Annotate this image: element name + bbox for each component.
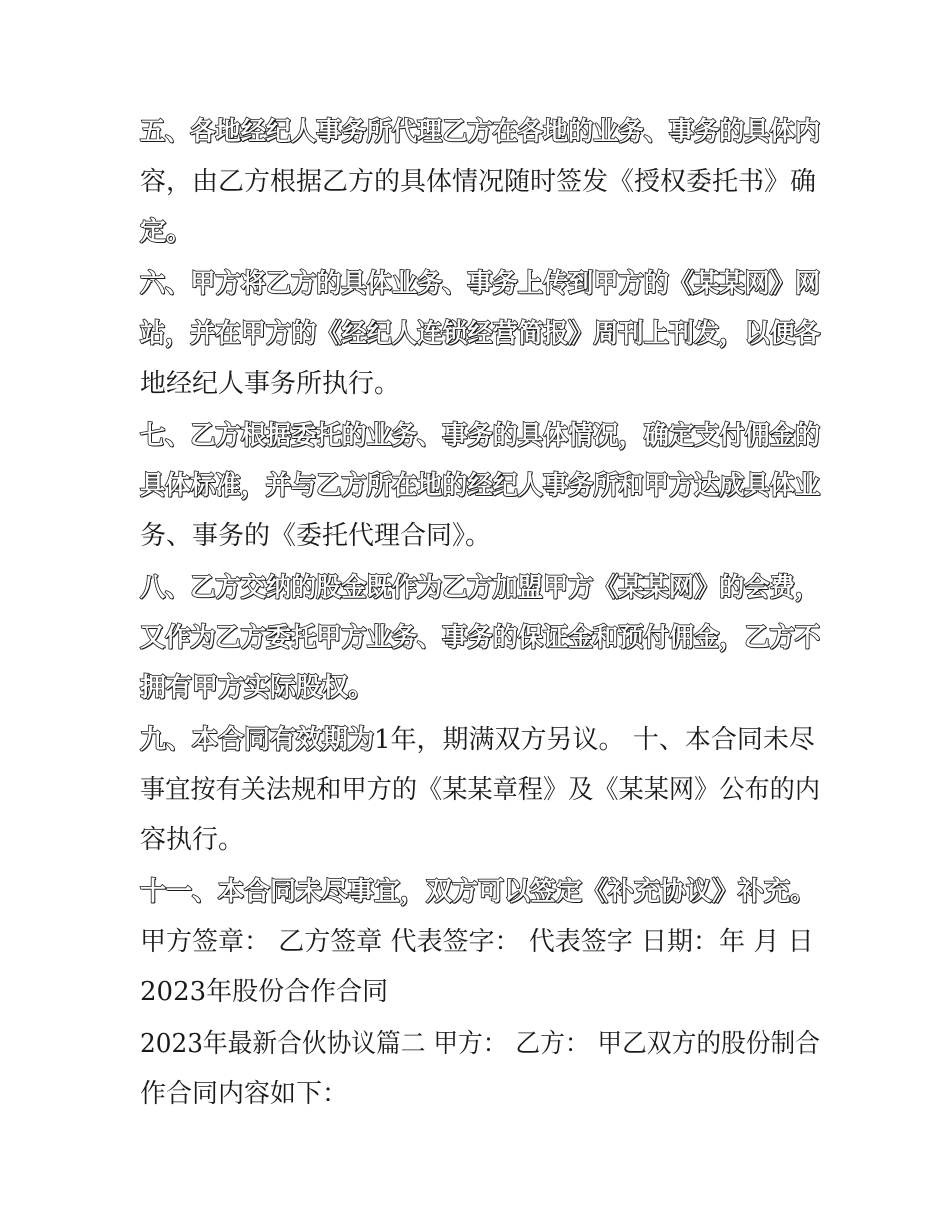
text-line-1: [140, 112, 821, 152]
clause-8-line-3: 拥有甲方实际股权。: [140, 673, 375, 703]
clause-11: 十一、本合同未尽事宜，双方可以签定《补充协议》补充。: [140, 877, 817, 907]
agreement-2-intro-line-2: 作合同内容如下：: [140, 1079, 349, 1109]
text-line-6: [140, 364, 820, 404]
text-line-11: [140, 618, 821, 658]
section-heading: 2023年股份合作合同: [140, 977, 389, 1007]
clause-5-line-1: 五、各地经纪人事务所代理乙方在各地的业务、事务的具体内: [140, 117, 821, 147]
text-line-9: [140, 516, 820, 556]
clause-9-prefix: 九、本合同有效期为: [140, 725, 375, 755]
text-line-4: [140, 264, 821, 304]
text-line-20: [140, 1074, 820, 1114]
clause-5-line-2: 容，由乙方根据乙方的具体情况随时签发《授权委托书》确: [140, 167, 817, 197]
clause-7-line-3: 务、事务的《委托代理合同》。: [140, 521, 492, 551]
signature-line: 甲方签章： 乙方签章 代表签字： 代表签字 日期：年 月 日: [140, 927, 814, 957]
clause-8-line-2: 又作为乙方委托甲方业务、事务的保证金和预付佣金，乙方不: [140, 623, 821, 653]
text-line-3: [140, 212, 820, 252]
text-line-7: [140, 416, 821, 456]
text-line-16: [140, 872, 820, 912]
text-line-17: [140, 922, 820, 962]
text-line-18: [140, 972, 820, 1012]
text-line-2: [140, 162, 820, 202]
text-line-15: [140, 820, 820, 860]
text-line-13: [140, 720, 820, 760]
text-line-5: [140, 314, 821, 354]
clause-5-line-3: 定。: [140, 217, 193, 247]
text-line-14: [140, 770, 821, 810]
clause-6-line-3: 地经纪人事务所执行。: [140, 369, 401, 399]
text-line-8: [140, 466, 821, 506]
clause-7-line-1: 七、乙方根据委托的业务、事务的具体情况，确定支付佣金的: [140, 421, 821, 451]
clause-6-line-1: 六、甲方将乙方的具体业务、事务上传到甲方的《某某网》网: [140, 269, 821, 299]
clause-9-rest: 1年，期满双方另议。 十、本合同未尽: [374, 725, 815, 755]
text-line-12: [140, 668, 820, 708]
clause-7-line-2: 具体标准，并与乙方所在地的经纪人事务所和甲方达成具体业: [140, 471, 821, 501]
agreement-2-intro-line-1: 2023年最新合伙协议篇二 甲方： 乙方： 甲乙双方的股份制合: [140, 1029, 820, 1059]
clause-8-line-1: 八、乙方交纳的股金既作为乙方加盟甲方《某某网》的会费，: [140, 573, 821, 603]
clause-10-line-2: 事宜按有关法规和甲方的《某某章程》及《某某网》公布的内: [140, 775, 821, 805]
text-line-19: [140, 1024, 820, 1064]
clause-6-line-2: 站，并在甲方的《经纪人连锁经营简报》周刊上刊发，以便各: [140, 319, 821, 349]
text-line-10: [140, 568, 821, 608]
clause-10-line-3: 容执行。: [140, 825, 245, 855]
